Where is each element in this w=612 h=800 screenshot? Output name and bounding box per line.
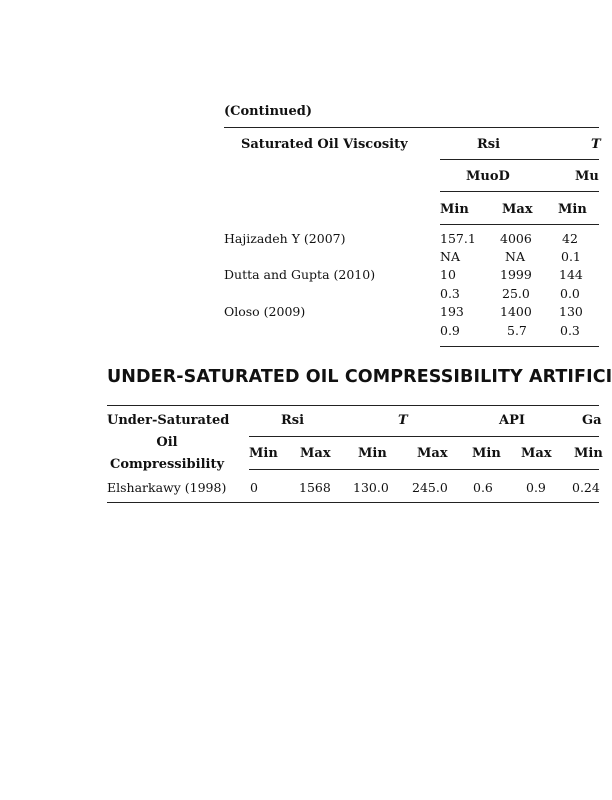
table1-cell: 0.0 <box>560 286 580 301</box>
table2-stub-line-3: Compressibility <box>109 457 225 472</box>
table1-cell: 193 <box>440 304 464 319</box>
table1-cell: 0.3 <box>440 286 460 301</box>
table1-min-2: Min <box>558 202 587 217</box>
section-heading: UNDER-SATURATED OIL COMPRESSIBILITY ARTIFICI <box>107 367 612 387</box>
table2-group-rule <box>249 436 599 437</box>
table2-min: Min <box>472 446 501 461</box>
table1-cell: 1400 <box>500 304 532 319</box>
table1-cell: 0.1 <box>561 249 581 264</box>
table1-cell: 5.7 <box>507 323 527 338</box>
table2-group-t: T <box>398 413 408 428</box>
table1-cell: 1999 <box>500 267 532 282</box>
table2-cell: 0.9 <box>526 480 546 495</box>
table1-cell: NA <box>505 249 525 264</box>
table2-stub-line-1: Under-Saturated <box>107 413 230 428</box>
table1-group-rsi: Rsi <box>477 137 501 152</box>
table1-top-rule <box>224 127 599 128</box>
table1-cell: 130 <box>559 304 583 319</box>
table1-cell: 4006 <box>500 231 532 246</box>
table2-header-rule <box>249 469 599 470</box>
table2-cell: 245.0 <box>412 480 448 495</box>
table1-cell: 0.9 <box>440 323 460 338</box>
table1-group-rule <box>440 159 599 160</box>
table2-group-ga: Ga <box>582 413 602 428</box>
table1-row-label: Hajizadeh Y (2007) <box>224 231 346 246</box>
table1-row-label: Dutta and Gupta (2010) <box>224 267 376 282</box>
table1-min-1: Min <box>440 202 469 217</box>
table1-cell: NA <box>440 249 460 264</box>
table2-top-rule <box>107 405 599 406</box>
table1-header-rule <box>440 224 599 225</box>
table2-min: Min <box>574 446 603 461</box>
table1-cell: 157.1 <box>440 231 476 246</box>
table1-sub-rule <box>440 191 599 192</box>
table2-row-label: Elsharkawy (1998) <box>107 480 227 495</box>
continued-label: (Continued) <box>224 104 312 119</box>
table2-group-rsi: Rsi <box>281 413 305 428</box>
table1-cell: 10 <box>440 267 456 282</box>
table2-min: Min <box>249 446 278 461</box>
table2-min: Min <box>358 446 387 461</box>
table2-cell: 0.24 <box>572 480 600 495</box>
table2-group-api: API <box>499 413 525 428</box>
table2-cell: 130.0 <box>353 480 389 495</box>
table2-cell: 1568 <box>299 480 331 495</box>
table1-sub-mu: Mu <box>575 169 599 184</box>
table1-group-t: T <box>591 137 601 152</box>
table2-cell: 0 <box>250 480 258 495</box>
table1-row-label: Oloso (2009) <box>224 304 306 319</box>
table1-stub-header: Saturated Oil Viscosity <box>241 137 408 152</box>
table2-bottom-rule <box>107 502 599 503</box>
table1-cell: 42 <box>562 231 578 246</box>
table1-cell: 144 <box>559 267 583 282</box>
table2-cell: 0.6 <box>473 480 493 495</box>
table1-sub-muod: MuoD <box>466 169 510 184</box>
table1-cell: 0.3 <box>560 323 580 338</box>
table2-max: Max <box>300 446 331 461</box>
table1-cell: 25.0 <box>502 286 530 301</box>
table2-stub-line-2: Oil <box>156 435 178 450</box>
table1-bottom-rule <box>440 346 599 347</box>
table2-max: Max <box>521 446 552 461</box>
table1-max-1: Max <box>502 202 533 217</box>
table2-max: Max <box>417 446 448 461</box>
